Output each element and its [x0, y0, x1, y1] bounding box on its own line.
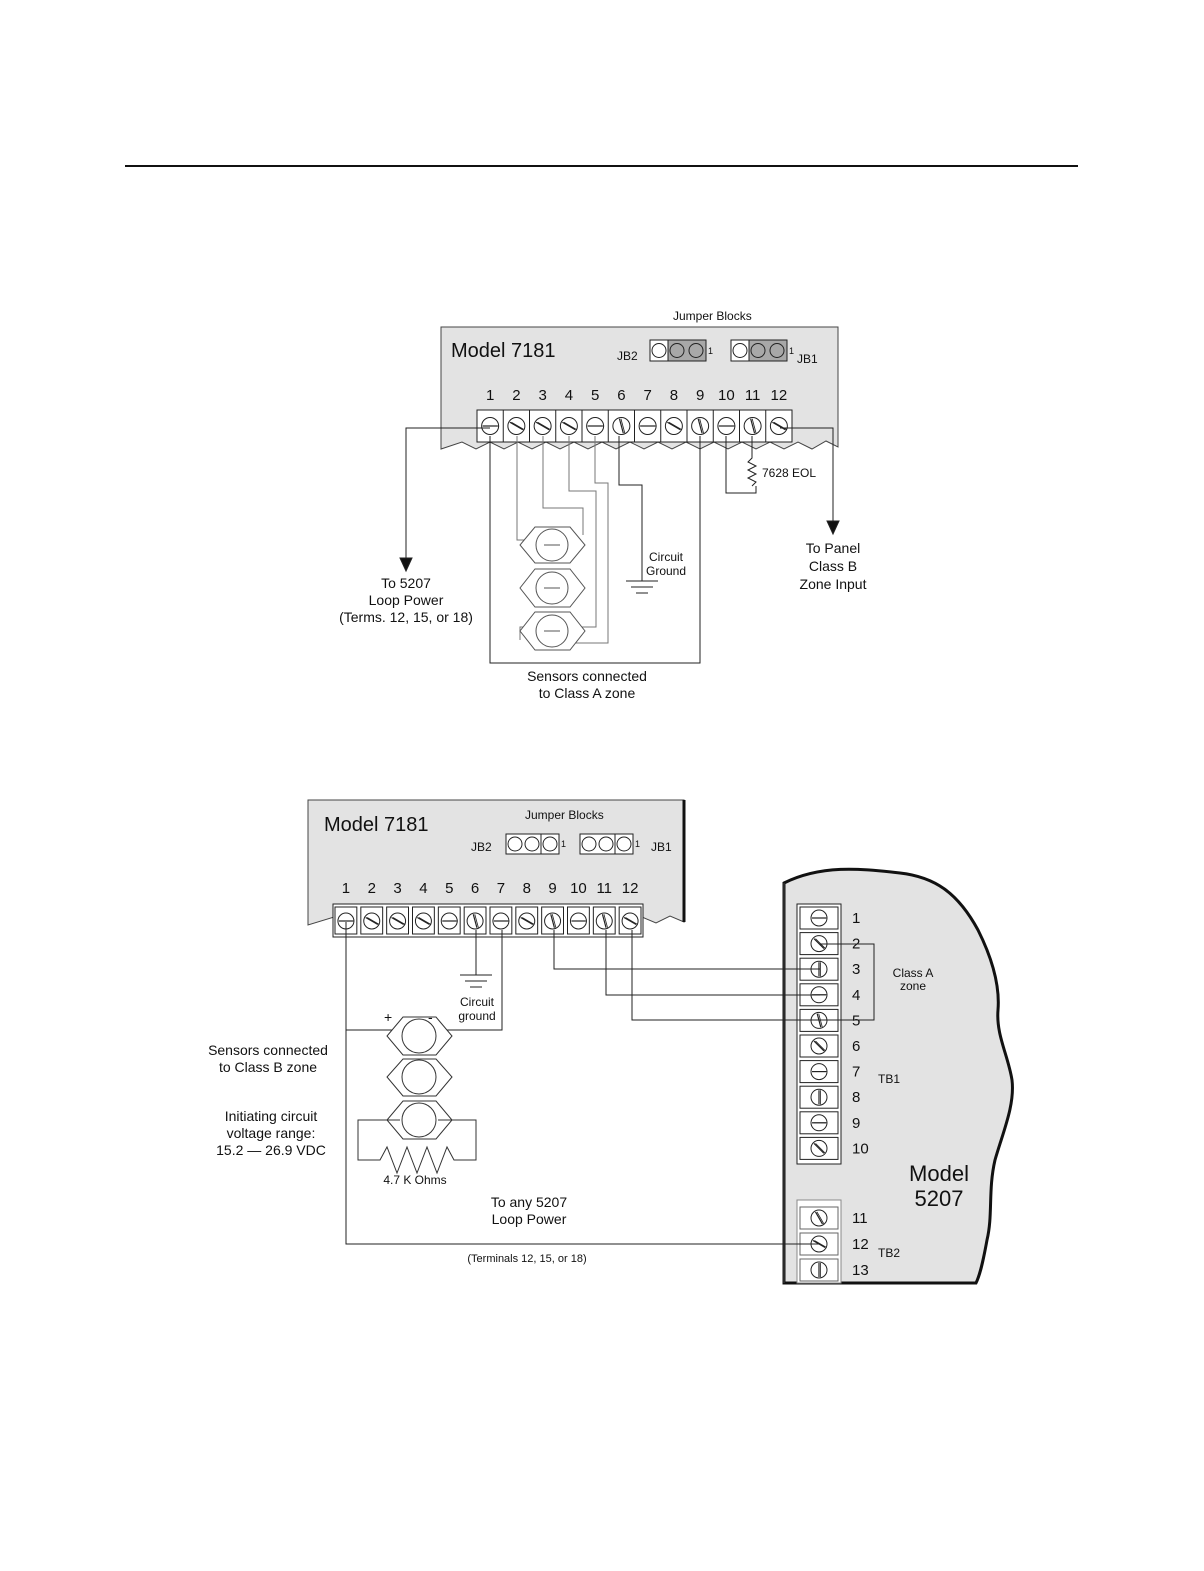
- fig2-terminal-screw: [596, 913, 612, 929]
- fig1-loop-power-line3: (Terms. 12, 15, or 18): [339, 609, 473, 625]
- fig1-terminal-screw: [692, 418, 709, 435]
- fig1-terminal-label: 12: [770, 387, 788, 404]
- fig2-terminal-screw: [493, 913, 510, 929]
- fig2-terminal-screw: [545, 913, 561, 929]
- fig2-tb1-terminal-label: 10: [852, 1140, 869, 1158]
- fig2-terminal-label: 8: [522, 880, 531, 897]
- fig2-tb1-terminal-label: 4: [852, 986, 861, 1004]
- fig2-jb2-pin-mark: 1: [561, 839, 567, 849]
- fig2-tb1-terminal-label: 7: [852, 1063, 861, 1081]
- fig2-smoke-sensors: [387, 1017, 452, 1139]
- fig2-class-a-line2: zone: [899, 979, 927, 993]
- figure-1-class-a-wiring: [339, 309, 866, 701]
- fig2-tb2-screw: [811, 1262, 827, 1278]
- fig2-terminal-label: 6: [470, 880, 480, 897]
- fig2-tb2-terminal-label: 12: [852, 1236, 869, 1253]
- fig1-loop-power-line1: To 5207: [381, 575, 431, 591]
- fig1-model-label: Model 7181: [451, 340, 556, 362]
- fig2-loop-power-line1: To any 5207: [490, 1194, 568, 1210]
- fig2-tb2-terminal-label: 11: [852, 1210, 868, 1227]
- fig2-tb1-terminal-label: 9: [852, 1114, 861, 1132]
- fig1-wiring: [400, 428, 839, 663]
- fig2-tb2-screw: [811, 1210, 827, 1226]
- fig2-jumper-title: Jumper Blocks: [525, 808, 604, 822]
- fig2-terminal-label: 12: [621, 880, 639, 897]
- fig1-terminal-screw: [534, 418, 551, 435]
- fig2-tb1-screw: [811, 1115, 828, 1131]
- fig1-loop-power-line2: Loop Power: [368, 592, 444, 608]
- fig1-terminal-label: 5: [590, 387, 600, 404]
- fig1-jb1-label: JB1: [797, 352, 818, 366]
- fig2-voltage-line2: voltage range:: [226, 1125, 316, 1141]
- fig1-sensors-line1: Sensors connected: [527, 668, 647, 684]
- fig2-sensors-line1: Sensors connected: [208, 1042, 328, 1058]
- fig2-jb2-jumper-block: [506, 834, 566, 854]
- fig1-jb2-pin-mark: 1: [708, 346, 714, 356]
- fig1-circuit-ground-line1: Circuit: [648, 550, 684, 564]
- fig2-sensors-line2: to Class B zone: [218, 1059, 318, 1075]
- fig2-tb1-screw: [811, 1038, 827, 1054]
- fig1-terminal-screw: [560, 418, 577, 435]
- fig1-jb1-jumper-block: [731, 340, 794, 361]
- fig1-terminal-screw: [587, 418, 605, 435]
- fig2-tb2-label: TB2: [878, 1246, 901, 1260]
- fig2-tb1-terminal-label: 2: [852, 935, 861, 953]
- fig1-terminal-screw: [770, 418, 787, 435]
- fig1-terminal-label: 4: [564, 387, 574, 404]
- fig2-voltage-line3: 15.2 — 26.9 VDC: [216, 1142, 326, 1158]
- fig2-minus-label: -: [428, 1009, 433, 1025]
- fig1-terminal-label: 9: [695, 387, 705, 404]
- fig1-terminal-screw: [718, 418, 736, 435]
- fig2-terminal-screw: [570, 913, 587, 929]
- fig2-terminal-screw: [519, 913, 535, 929]
- fig1-jb2-jumper-block: [650, 340, 713, 361]
- fig1-terminal-label: 10: [718, 387, 735, 404]
- fig2-tb1-terminal-label: 6: [852, 1038, 861, 1055]
- fig2-terminal-label: 11: [596, 880, 613, 897]
- fig2-tb1-screw: [811, 910, 828, 926]
- fig2-terminal-screw: [364, 913, 380, 929]
- fig1-terminal-screw: [665, 418, 682, 435]
- fig1-panel-input-line1: To Panel: [805, 540, 861, 556]
- fig2-model-5207-line1: Model: [909, 1161, 969, 1186]
- fig2-terminal-label: 4: [419, 880, 428, 897]
- fig1-jb1-pin-mark: 1: [789, 346, 795, 356]
- fig2-tb1-terminal-label: 5: [852, 1012, 861, 1030]
- fig2-plus-label: +: [384, 1009, 393, 1025]
- fig2-terminal-label: 2: [367, 880, 376, 897]
- fig1-smoke-sensors: [520, 527, 585, 650]
- fig2-terminal-label: 10: [570, 880, 587, 897]
- fig2-tb1-screw: [811, 1064, 828, 1080]
- fig1-terminal-screw: [639, 418, 657, 435]
- fig2-jb1-jumper-block: [580, 834, 640, 854]
- fig2-tb1-label: TB1: [878, 1072, 901, 1086]
- fig1-terminal-screw: [613, 418, 630, 435]
- fig1-terminal-label: 11: [744, 387, 761, 404]
- fig1-terminal-label: 8: [669, 387, 679, 404]
- fig2-terminal-label: 7: [496, 880, 506, 897]
- fig1-panel-input-line3: Zone Input: [799, 576, 867, 592]
- fig2-class-a-line1: Class A: [892, 966, 934, 980]
- fig2-terminal-screw: [622, 913, 638, 929]
- fig2-jb2-label: JB2: [471, 840, 492, 854]
- fig2-resistor-label: 4.7 K Ohms: [383, 1173, 447, 1187]
- fig2-tb1-terminal-label: 3: [852, 961, 861, 979]
- fig2-terminal-label: 3: [393, 880, 402, 897]
- fig2-terminals-note: (Terminals 12, 15, or 18): [467, 1253, 587, 1265]
- fig1-jumper-title: Jumper Blocks: [673, 309, 752, 323]
- fig2-circuit-ground-line1: Circuit: [459, 995, 495, 1009]
- fig2-voltage-line1: Initiating circuit: [224, 1108, 318, 1124]
- fig1-terminal-label: 3: [538, 387, 547, 404]
- fig2-tb1-screw: [811, 1140, 827, 1156]
- fig2-model-5207-line2: 5207: [914, 1186, 964, 1211]
- fig1-terminal-label: 7: [643, 387, 652, 404]
- fig2-terminal-label: 1: [341, 880, 351, 897]
- fig1-terminal-screw: [508, 418, 525, 435]
- fig1-eol-label: 7628 EOL: [762, 466, 817, 480]
- fig1-jb2-label: JB2: [617, 349, 638, 363]
- fig2-tb1-terminal-label: 8: [852, 1089, 861, 1107]
- fig1-panel-input-line2: Class B: [808, 558, 858, 574]
- fig2-model-label: Model 7181: [324, 814, 429, 836]
- fig1-circuit-ground-line2: Ground: [645, 564, 687, 578]
- fig1-sensors-line2: to Class A zone: [538, 685, 636, 701]
- fig2-terminal-label: 5: [445, 880, 454, 897]
- fig2-jb1-pin-mark: 1: [635, 839, 641, 849]
- fig1-terminal-screw: [482, 418, 500, 435]
- fig1-terminal-screw: [744, 418, 761, 435]
- fig2-terminal-screw: [441, 913, 458, 929]
- fig2-circuit-ground-line2: ground: [458, 1009, 496, 1023]
- fig2-tb2-terminal-label: 13: [852, 1262, 869, 1279]
- fig2-tb1-screw: [811, 1089, 827, 1105]
- fig2-terminal-screw: [467, 913, 483, 929]
- fig2-terminal-screw: [415, 913, 431, 929]
- fig1-terminal-label: 6: [617, 387, 626, 404]
- fig2-loop-power-line2: Loop Power: [491, 1211, 567, 1227]
- figure-2-class-b-wiring: [208, 800, 1012, 1283]
- fig2-jb1-label: JB1: [651, 840, 672, 854]
- fig1-terminal-label: 1: [485, 387, 495, 404]
- fig1-terminal-label: 2: [512, 387, 521, 404]
- fig2-terminal-label: 9: [548, 880, 557, 897]
- fig2-terminal-screw: [390, 913, 406, 929]
- fig2-tb1-terminal-label: 1: [852, 910, 861, 927]
